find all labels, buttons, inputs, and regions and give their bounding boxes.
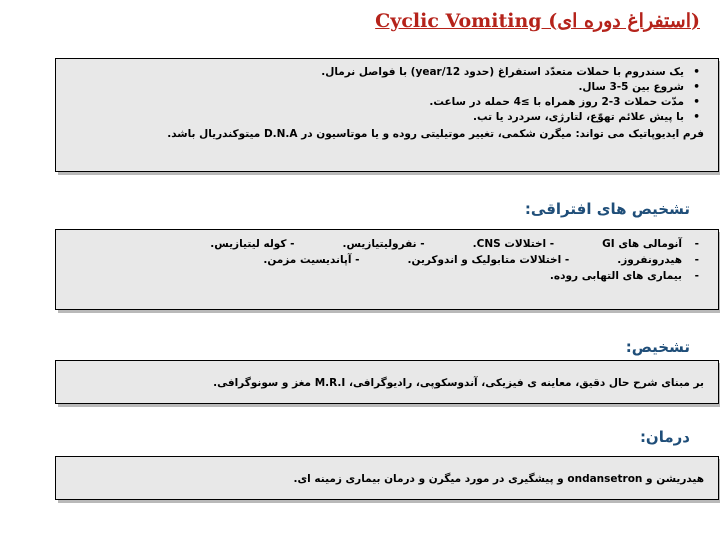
differential-row — [64, 237, 704, 251]
differential-item: - آنومالی های GI — [602, 238, 682, 250]
intro-bullet-list — [64, 65, 704, 124]
treatment-box — [55, 456, 719, 500]
differential-item: - کوله لیتیازیس. — [210, 238, 295, 250]
intro-bullet: • با پیش علائم تهوّع، لتارژی، سردرد یا تب. — [64, 110, 704, 124]
diagnosis-heading: تشخیص: — [625, 338, 690, 356]
differential-item: - آپاندیسیت مزمن. — [263, 254, 360, 266]
intro-note: فرم ایدیوپاتیک می تواند: میگرن شکمی، تغییر موتیلیتی روده و یا موتاسیون در D.N.A میتوکندریال باشد. — [167, 128, 704, 140]
differential-item: - هیدرونفروز. — [617, 254, 682, 266]
differential-row — [64, 269, 704, 283]
intro-bullet: • یک سندروم با حملات متعدّد استفراغ (حدود year/12) با فواصل نرمال. — [64, 65, 704, 79]
intro-bullet: • مدّت حملات 3-2 روز همراه با ≥4 حمله در ساعت. — [64, 95, 704, 109]
differential-row — [64, 253, 704, 267]
diagnosis-box — [55, 360, 719, 404]
intro-bullet: • شروع بین 5-3 سال. — [64, 80, 704, 94]
slide-title: Cyclic Vomiting (استفراغ دوره ای) — [375, 10, 700, 32]
differential-list — [64, 237, 704, 283]
differential-item: - نفرولیتیازیس. — [342, 238, 425, 250]
differential-item: - اختلالات متابولیک و اندوکرین. — [407, 254, 570, 266]
treatment-text: هیدریشن و ondansetron و پیشگیری در مورد میگرن و درمان بیماری زمینه ای. — [293, 473, 704, 485]
diagnosis-text: بر مبنای شرح حال دقیق، معاینه ی فیزیکی، آندوسکوپی، رادیوگرافی، M.R.I مغز و سونوگرافی. — [213, 377, 704, 389]
differential-heading: تشخیص های افتراقی: — [524, 200, 690, 218]
differential-box — [55, 229, 719, 310]
intro-box — [55, 58, 719, 172]
treatment-heading: درمان: — [639, 428, 690, 446]
differential-item: - اختلالات CNS. — [472, 238, 555, 250]
differential-item: بیماری های التهابی روده. — [549, 270, 682, 282]
